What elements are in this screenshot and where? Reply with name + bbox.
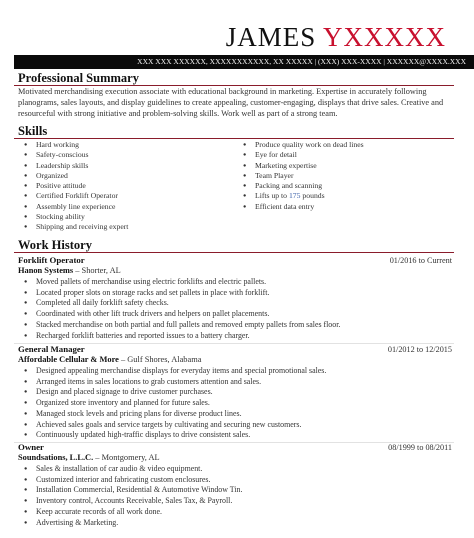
skills-left-column	[24, 140, 128, 233]
last-name: YXXXXX	[323, 22, 446, 52]
job-dates: 01/2012 to 12/2015	[387, 345, 452, 354]
duty-item: ● Managed stock levels and pricing plans for diverse product lines.	[24, 409, 444, 420]
skill-item: ● Certified Forklift Operator	[24, 191, 128, 201]
lifts-value: 175	[288, 191, 301, 201]
job-title: Owner	[18, 442, 44, 452]
skill-item: ● Team Player	[243, 171, 364, 181]
first-name: JAMES	[225, 22, 317, 52]
duty-item: ● Achieved sales goals and service targets by cultivating and securing new customers.	[24, 420, 444, 431]
duty-item: ● Design and placed signage to drive customer purchases.	[24, 387, 444, 398]
duty-item: ● Keep accurate records of all work done.	[24, 507, 444, 518]
skill-item: ● Hard working	[24, 140, 128, 150]
job-title: Forklift Operator	[18, 255, 85, 265]
duty-item: ● Arranged items in sales locations to grab customers attention and sales.	[24, 377, 444, 388]
candidate-name	[226, 22, 446, 52]
duty-list	[24, 277, 444, 341]
contact-bar: XXX XXX XXXXXX, XXXXXXXXXXX, XX XXXXX | (XXX) XXX-XXXX | XXXXXX@XXXX.XXX	[14, 55, 474, 69]
skill-item: ● Efficient data entry	[243, 202, 364, 212]
company-location: – Gulf Shores, Alabama	[118, 355, 202, 364]
duty-item: ● Advertising & Marketing.	[24, 518, 444, 529]
duty-item: ● Recharged forklift batteries and reported issues to a battery charger.	[24, 331, 444, 342]
duty-item: ● Customized interior and fabricating custom enclosures.	[24, 475, 444, 486]
duty-item: ● Installation Commercial, Residential & Automotive Window Tin.	[24, 485, 444, 496]
skill-item: ● Safety-conscious	[24, 150, 128, 160]
skill-item: ● Assembly line experience	[24, 202, 128, 212]
duty-item: ● Sales & installation of car audio & video equipment.	[24, 464, 444, 475]
duty-item: ● Organized store inventory and planned for future sales.	[24, 398, 444, 409]
duty-list	[24, 366, 444, 441]
skill-item: ● Shipping and receiving expert	[24, 222, 128, 232]
skills-divider	[14, 138, 454, 139]
company-line	[18, 453, 160, 462]
duty-item: ● Moved pallets of merchandise using electric forklifts and electric pallets.	[24, 277, 444, 288]
skill-item-lifts	[243, 191, 364, 201]
skill-item: ● Leadership skills	[24, 161, 128, 171]
company-line	[18, 355, 201, 364]
company-name: Hanon Systems	[18, 266, 74, 275]
duty-item: ● Stacked merchandise on both partial and full pallets and removed empty pallets from sales floor.	[24, 320, 444, 331]
duty-item: ● Inventory control, Accounts Receivable, Sales Tax, & Payroll.	[24, 496, 444, 507]
skills-heading: Skills	[18, 124, 48, 138]
lifts-prefix: Lifts up to	[255, 191, 289, 201]
duty-item: ● Located proper slots on storage racks and set pallets in place with forklift.	[24, 288, 444, 299]
duty-item: ● Continuously updated high-traffic displays to drive consistent sales.	[24, 430, 444, 441]
skill-item: ● Marketing expertise	[243, 161, 364, 171]
skill-item: ● Positive attitude	[24, 181, 128, 191]
company-name: Affordable Cellular & More	[18, 355, 119, 364]
work-history-divider	[14, 252, 454, 253]
lifts-suffix: pounds	[300, 191, 325, 201]
company-line	[18, 266, 121, 275]
skill-item: ● Eye for detail	[243, 150, 364, 160]
duty-item: ● Coordinated with other lift truck drivers and helpers on pallet placements.	[24, 309, 444, 320]
work-history-heading: Work History	[18, 238, 92, 252]
summary-text: Motivated merchandising execution associate with educational background in marketing. Expertise in accurately following planograms, sales layouts, and display guidelines to create appealing, customer-engaging, displays that drive sales. Creative and resourceful with strong initiative and problem-solving skills. Work well as part of a strong team.	[18, 87, 444, 119]
duty-item: ● Designed appealing merchandise displays for everyday items and special promotional sales.	[24, 366, 444, 377]
skills-right-column	[243, 140, 364, 212]
skill-item: ● Packing and scanning	[243, 181, 364, 191]
company-name: Soundsations, L.L.C.	[18, 453, 94, 462]
job-title: General Manager	[18, 344, 85, 354]
skill-item: ● Produce quality work on dead lines	[243, 140, 364, 150]
company-location: – Montgomery, AL	[93, 453, 160, 462]
duty-list	[24, 464, 444, 528]
skill-item: ● Organized	[24, 171, 128, 181]
job-dates: 08/1999 to 08/2011	[388, 443, 452, 452]
company-location: – Shorter, AL	[73, 266, 121, 275]
duty-item: ● Completed all daily forklift safety checks.	[24, 298, 444, 309]
skill-item: ● Stocking ability	[24, 212, 128, 222]
summary-heading: Professional Summary	[18, 71, 139, 85]
job-dates: 01/2016 to Current	[389, 256, 452, 265]
